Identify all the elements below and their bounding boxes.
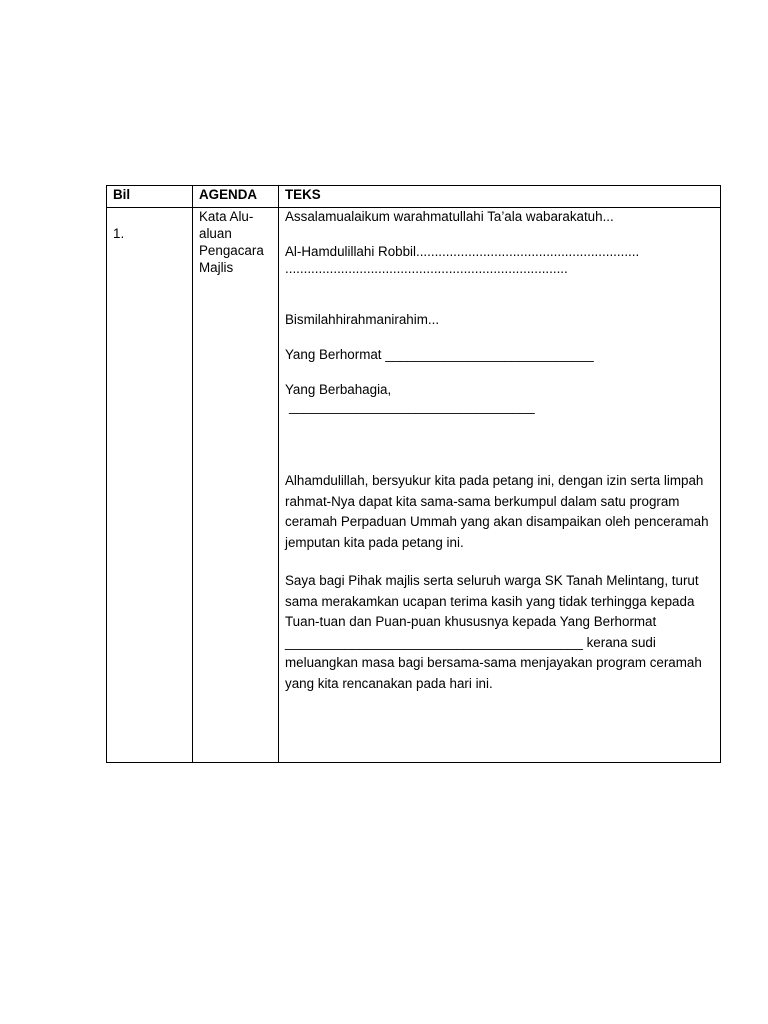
agenda-table [106,185,721,763]
header-bil: Bil [107,186,193,208]
header-teks: TEKS [279,186,721,208]
bil-cell: 1. [107,208,193,763]
agenda-line: Pengacara [199,243,264,258]
paragraph-ucapan-terima-kasih: Saya bagi Pihak majlis serta seluruh warga SK Tanah Melintang, turut sama merakamkan ucapan terima kasih yang tidak terhingga kepada Tuan-tuan dan Puan-puan khususnya kepada Yang Berhormat [285,573,699,629]
hamdulillah-text-line2: ............................................................................ [285,261,568,276]
paragraph-ucapan-lanjutan: ________________________________________ kerana sudi meluangkan masa bagi bersama-sama menjayakan program ceramah yang kita rencanakan pada hari ini. [285,634,702,691]
table-header-row [107,186,721,208]
agenda-line: Kata Alu- [199,209,254,224]
agenda-line: aluan [199,226,232,241]
agenda-cell [193,208,279,763]
salam-text: Assalamualaikum warahmatullahi Ta’ala wabarakatuh... [285,209,614,224]
yang-berhormat-text: Yang Berhormat ____________________________ [285,347,594,362]
berbahagia-blank: _________________________________ [289,399,535,414]
agenda-line: Majlis [199,260,234,275]
table-row [107,208,721,763]
hamdulillah-text-line1: Al-Hamdulillahi Robbil............................................................ [285,244,640,259]
teks-cell [279,208,721,763]
paragraph-bersyukur: Alhamdulillah, bersyukur kita pada petang ini, dengan izin serta limpah rahmat-Nya dapat kita sama-sama berkumpul dalam satu program ceramah Perpaduan Ummah yang akan disampaikan oleh penceramah jemputan kita pada petang ini. [285,473,709,550]
header-agenda: AGENDA [193,186,279,208]
yang-berbahagia-text: Yang Berbahagia, [285,382,392,397]
bismillah-text: Bismilahhirahmanirahim... [285,312,440,327]
